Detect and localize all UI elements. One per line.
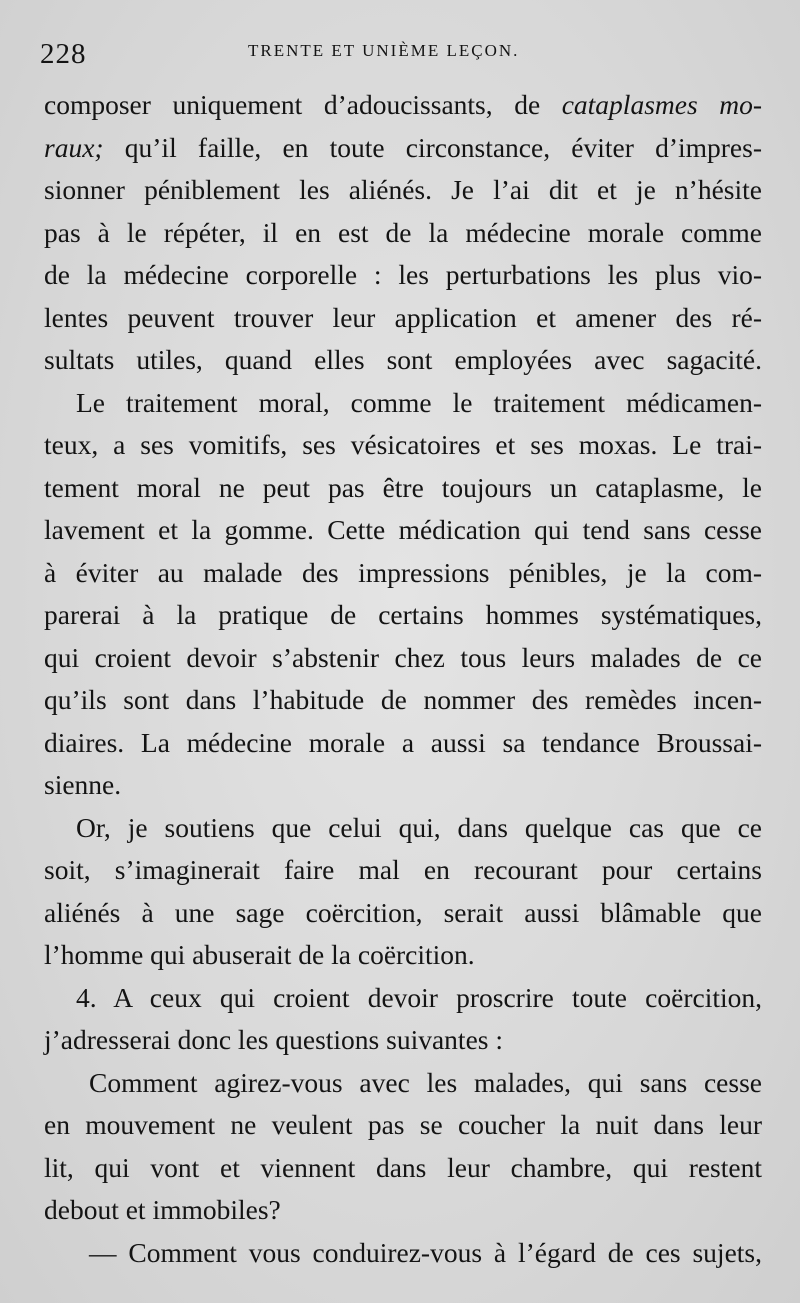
text-line: aliénés à une sage coërcition, serait aussi blâmable que — [44, 896, 762, 928]
body-text — [44, 84, 762, 1274]
text-line: Le traitement moral, comme le traitement médicamen- — [76, 386, 762, 418]
text-line: en mouvement ne veulent pas se coucher la nuit dans leur — [44, 1109, 762, 1140]
text-line: sultats utiles, quand elles sont employées avec sagacité. — [44, 344, 762, 375]
text-line: — Comment vous conduirez-vous à l’égard de ces sujets, — [89, 1236, 762, 1268]
text-line: Or, je soutiens que celui qui, dans quelque cas que ce — [76, 811, 762, 843]
text-line: j’adresserai donc les questions suivantes : — [44, 1024, 503, 1055]
running-head — [40, 32, 762, 72]
text-line: parerai à la pratique de certains hommes systématiques, — [44, 599, 762, 630]
text-line: Comment agirez-vous avec les malades, qui sans cesse — [89, 1066, 762, 1098]
book-page — [40, 32, 762, 1274]
text-line: tement moral ne peut pas être toujours un cataplasme, le — [44, 471, 762, 503]
text-line: raux; qu’il faille, en toute circonstance, éviter d’impres- — [44, 131, 762, 163]
text-line: sienne. — [44, 769, 122, 800]
text-line: l’homme qui abuserait de la coërcition. — [44, 939, 475, 970]
text-line: lit, qui vont et viennent dans leur chambre, qui restent — [44, 1151, 762, 1183]
text-line: lavement et la gomme. Cette médication qui tend sans cesse — [44, 514, 762, 545]
text-line: à éviter au malade des impressions pénibles, je la com- — [44, 556, 762, 588]
text-line: de la médecine corporelle : les perturbations les plus vio- — [44, 259, 762, 290]
text-line: soit, s’imaginerait faire mal en recourant pour certains — [44, 854, 762, 885]
text-line: composer uniquement d’adoucissants, de cataplasmes mo- — [44, 89, 762, 120]
text-line: diaires. La médecine morale a aussi sa tendance Broussai- — [44, 726, 762, 758]
running-title: TRENTE ET UNIÈME LEÇON. — [248, 41, 520, 60]
text-line: teux, a ses vomitifs, ses vésicatoires et ses moxas. Le trai- — [44, 429, 762, 460]
text-line: debout et immobiles? — [44, 1194, 281, 1225]
text-line: 4. A ceux qui croient devoir proscrire toute coërcition, — [76, 981, 762, 1013]
text-line: qui croient devoir s’abstenir chez tous leurs malades de ce — [44, 641, 762, 673]
text-line: pas à le répéter, il en est de la médecine morale comme — [44, 216, 762, 248]
text-line: qu’ils sont dans l’habitude de nommer des remèdes incen- — [44, 684, 762, 715]
text-line: lentes peuvent trouver leur application et amener des ré- — [44, 301, 762, 333]
text-line: sionner péniblement les aliénés. Je l’ai dit et je n’hésite — [44, 174, 762, 205]
page-number: 228 — [40, 38, 87, 70]
